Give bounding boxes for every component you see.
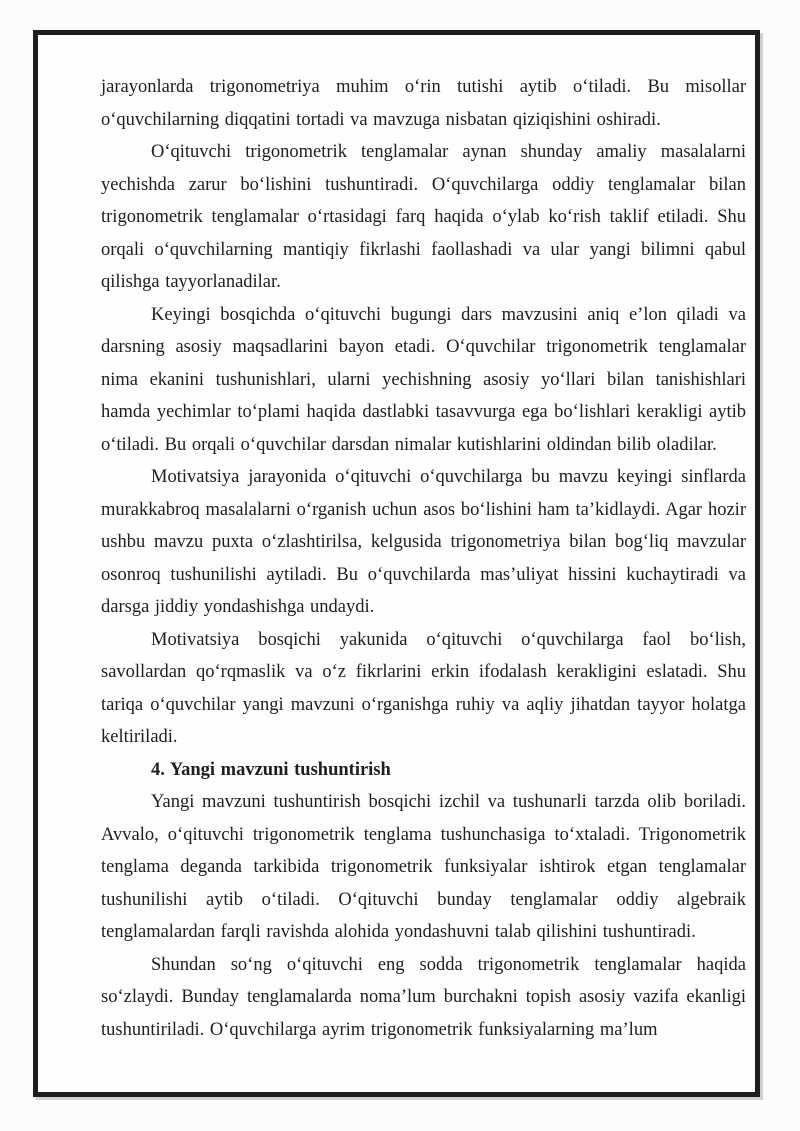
paragraph: jarayonlarda trigonometriya muhim o‘rin tutishi aytib o‘tiladi. Bu misollar o‘quvchilarning diqqatini tortadi va mavzuga nisbatan qiziqishini oshiradi. — [101, 77, 746, 130]
paragraph: Shundan so‘ng o‘qituvchi eng sodda trigonometrik tenglamalar haqida so‘zlaydi. Bunday tenglamalarda noma’lum burchakni topish asosiy vazifa ekanligi tushuntiriladi. O‘quvchilarga ayrim trigonometrik funksiyalarning ma’lum — [101, 954, 746, 1040]
paragraph: Motivatsiya jarayonida o‘qituvchi o‘quvchilarga bu mavzu keyingi sinflarda murakkabroq masalalarni o‘rganish uchun asos bo‘lishini ham ta’kidlaydi. Agar hozir ushbu mavzu puxta o‘zlashtirilsa, kelgusida trigonometriya bilan bog‘liq mavzular osonroq tushunilishi aytiladi. Bu o‘quvchilarda mas’uliyat hissini kuchaytiradi va darsga jiddiy yondashishga undaydi. — [101, 467, 746, 617]
document-body — [101, 71, 746, 1046]
paragraph: O‘qituvchi trigonometrik tenglamalar aynan shunday amaliy masalalarni yechishda zarur bo‘lishini tushuntiradi. O‘quvchilarga oddiy tenglamalar bilan trigonometrik tenglamalar o‘rtasidagi farq haqida o‘ylab ko‘rish taklif etiladi. Shu orqali o‘quvchilarning mantiqiy fikrlashi faollashadi va ular yangi bilimni qabul qilishga tayyorlanadilar. — [101, 142, 746, 292]
page-border-frame — [33, 30, 760, 1097]
paragraph: Keyingi bosqichda o‘qituvchi bugungi dars mavzusini aniq e’lon qiladi va darsning asosiy maqsadlarini bayon etadi. O‘quvchilar trigonometrik tenglamalar nima ekanini tushunishlari, ularni yechishning asosiy yo‘llari bilan tanishishlari hamda yechimlar to‘plami haqida dastlabki tasavvurga ega bo‘lishlari kerakligi aytib o‘tiladi. Bu orqali o‘quvchilar darsdan nimalar kutishlarini oldindan bilib oladilar. — [101, 304, 746, 455]
paragraph: Yangi mavzuni tushuntirish bosqichi izchil va tushunarli tarzda olib boriladi. Avvalo, o‘qituvchi trigonometrik tenglama tushunchasiga to‘xtaladi. Trigonometrik tenglama deganda tarkibida trigonometrik funksiyalar ishtirok etgan tenglamalar tushunilishi aytib o‘tiladi. O‘qituvchi bunday tenglamalar oddiy algebraik tenglamalardan farqli ravishda alohida yondashuvni talab qilishini tushuntiradi. — [101, 792, 746, 942]
paragraph: Motivatsiya bosqichi yakunida o‘qituvchi o‘quvchilarga faol bo‘lish, savollardan qo‘rqmaslik va o‘z fikrlarini erkin ifodalash kerakligini eslatadi. Shu tariqa o‘quvchilar yangi mavzuni o‘rganishga ruhiy va aqliy jihatdan tayyor holatga keltiriladi. — [101, 629, 746, 747]
section-heading: 4. Yangi mavzuni tushuntirish — [151, 759, 391, 780]
